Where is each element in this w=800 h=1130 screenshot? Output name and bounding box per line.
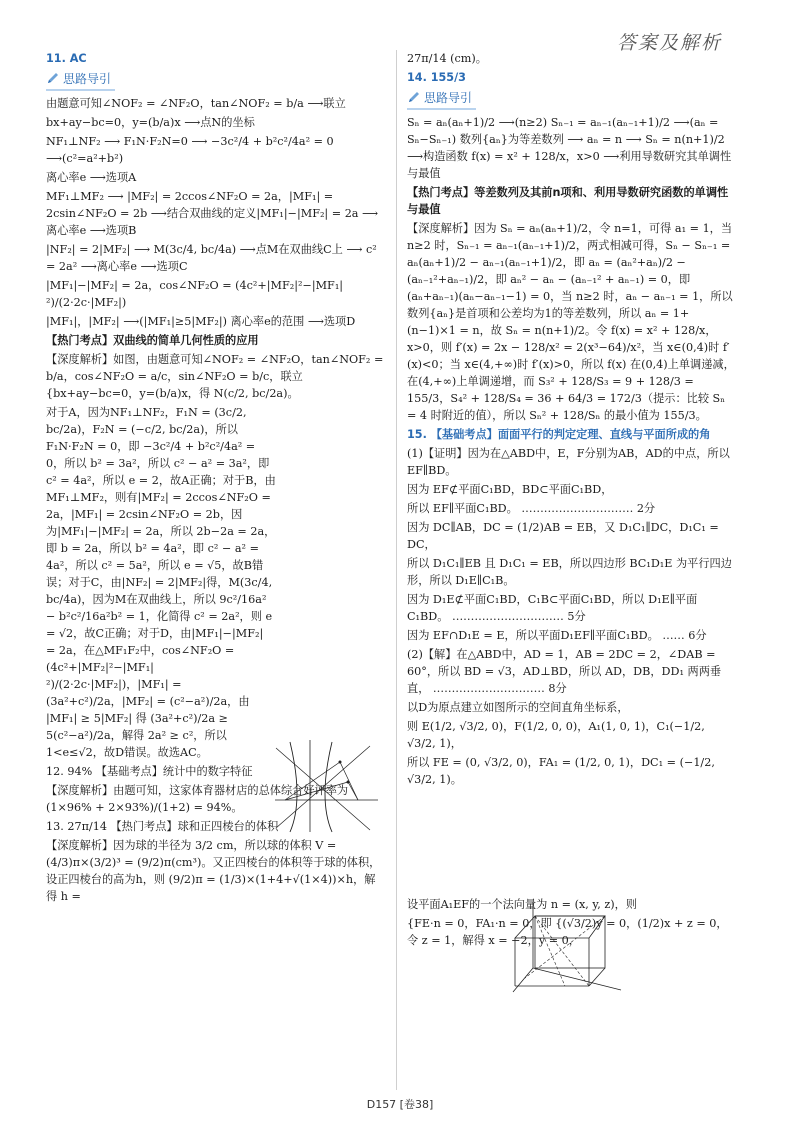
q14-answer: 14. 155/3: [407, 71, 466, 84]
guide-line: NF₁⊥NF₂ ⟶ F₁N·F₂N=0 ⟶ −3c²/4 + b²c²/4a² = 0 ⟶(c²=a²+b²): [46, 135, 334, 165]
thinking-guide-label: 思路导引: [46, 71, 115, 91]
solution-line: {FE·n = 0，FA₁·n = 0，即 {(√3/2)y = 0，(1/2)x + z = 0，令 z = 1，解得 x = −2，y = 0，: [407, 917, 728, 947]
solution-line: 设平面A₁EF的一个法向量为 n = (x, y, z)，则: [407, 898, 637, 911]
guide-line: |MF₁|，|MF₂| ⟶(|MF₁|≥5|MF₂|) 离心率e的范围 ⟶选项D: [46, 315, 356, 328]
proof-line: (1)【证明】因为在△ABD中，E，F分别为AB，AD的中点，所以 EF∥BD。: [407, 447, 730, 477]
guide-line: |MF₁|−|MF₂| = 2a，cos∠NF₂O = (4c²+|MF₂|²−|MF₁|²)/(2·2c·|MF₂|): [46, 279, 344, 309]
solution-line: 以D为原点建立如图所示的空间直角坐标系，: [407, 701, 629, 714]
solution-line: (2)【解】在△ABD中，AD = 1，AB = 2DC = 2，∠DAB = 60°，所以 BD = √3，AD⊥BD，所以 AD，DB，DD₁ 两两垂直， ………………………… 8分: [407, 648, 722, 695]
guide-line: bx+ay−bc=0，y=(b/a)x ⟶点N的坐标: [46, 116, 255, 129]
proof-line: 因为 D₁E⊄平面C₁BD，C₁B⊂平面C₁BD，所以 D₁E∥平面C₁BD。 ………………………… 5分: [407, 593, 698, 623]
analysis: 【深度解析】如图，由题意可知∠NOF₂ = ∠NF₂O，tan∠NOF₂ = b/a，cos∠NF₂O = a/c，sin∠NF₂O = b/c，联立{bx+ay−bc=0，y=(b/a)x，得 N(c/2, bc/2a)。: [46, 353, 384, 400]
q13-answer: 13. 27π/14 【热门考点】球和正四棱台的体积: [46, 820, 279, 833]
q12-answer: 12. 94% 【基础考点】统计中的数字特征: [46, 765, 253, 778]
q15-heading: 15. 【基础考点】面面平行的判定定理、直线与平面所成的角: [407, 428, 711, 441]
column-divider: [396, 50, 397, 1090]
prism-figure: [505, 898, 625, 998]
hyperbola-figure: [270, 738, 380, 834]
q11-answer: 11. AC: [46, 52, 87, 65]
right-column: [407, 50, 737, 951]
analysis: 【深度解析】因为球的半径为 3/2 cm，所以球的体积 V = (4/3)π×(3/2)³ = (9/2)π(cm³)。又正四棱台的体积等于球的体积，设正四棱台的高为h，则 (9/2)π = (1/3)×(1+4+√(1×4))×h，解得 h =: [46, 839, 381, 903]
guide-line: 离心率e ⟶选项A: [46, 171, 137, 184]
guide-line: Sₙ = aₙ(aₙ+1)/2 ⟶(n≥2) Sₙ₋₁ = aₙ₋₁(aₙ₋₁+1)/2 ⟶(aₙ = Sₙ−Sₙ₋₁) 数列{aₙ}为等差数列 ⟶ aₙ = n ⟶ Sₙ = n(n+1)/2 ⟶构造函数 f(x) = x² + 128/x，x>0 ⟶利用导数研究其单调性与最值: [407, 116, 732, 180]
analysis: 【深度解析】由题可知，这家体育器材店的总体综合好评率为 (1×96% + 2×93%)/(1+2) = 94%。: [46, 784, 349, 814]
proof-line: 因为 EF⊄平面C₁BD，BD⊂平面C₁BD，: [407, 483, 613, 496]
hot-topic: 【热门考点】等差数列及其前n项和、利用导数研究函数的单调性与最值: [407, 186, 729, 216]
guide-line: MF₁⊥MF₂ ⟶ |MF₂| = 2ccos∠NF₂O = 2a，|MF₁| = 2csin∠NF₂O = 2b ⟶结合双曲线的定义|MF₁|−|MF₂| = 2a ⟶离心率e ⟶选项B: [46, 190, 379, 237]
guide-line: |NF₂| = 2|MF₂| ⟶ M(3c/4, bc/4a) ⟶点M在双曲线C上 ⟶ c² = 2a² ⟶离心率e ⟶选项C: [46, 243, 377, 273]
proof-line: 所以 EF∥平面C₁BD。 ………………………… 2分: [407, 502, 656, 515]
analysis: 对于A，因为NF₁⊥NF₂，F₁N = (3c/2, bc/2a)，F₂N = (−c/2, bc/2a)，所以F₁N·F₂N = 0，即 −3c²/4 + b²c²/4a² = 0，所以 b² = 3a²，所以 c² − a² = 3a²，即 c² = 4a²，所以 e = 2，故A正确；对于B，由 MF₁⊥MF₂，则有|MF₂| = 2ccos∠NF₂O = 2a，|MF₁| = 2csin∠NF₂O = 2b，因为|MF₁|−|MF₂| = 2a，所以 2b−2a = 2a，即 b = 2a，所以 b² = 4a²，即 c² − a² = 4a²，所以 c² = 5a²，所以 e = √5，故B错误；对于C，由|NF₂| = 2|MF₂|得，M(3c/4, bc/4a)，因为M在双曲线上，所以 9c²/16a² − b²c²/16a²b² = 1，化简得 c² = 2a²，则 e = √2，故C正确；对于D，由|MF₁|−|MF₂| = 2a，在△MF₁F₂中，cos∠NF₂O = (4c²+|MF₂|²−|MF₁|²)/(2·2c·|MF₂|)，|MF₁| = (3a²+c²)/2a，|MF₂| = (c²−a²)/2a，由 |MF₁| ≥ 5|MF₂| 得 (3a²+c²)/2a ≥ 5(c²−a²)/2a，解得 2a² ≥ c²，所以 1<e≤√2，故D错误。故选AC。: [46, 406, 276, 759]
solution-line: 则 E(1/2, √3/2, 0)，F(1/2, 0, 0)，A₁(1, 0, 1)，C₁(−1/2, √3/2, 1)，: [407, 720, 705, 750]
hot-topic: 【热门考点】双曲线的简单几何性质的应用: [46, 334, 259, 347]
proof-line: 所以 D₁C₁∥EB 且 D₁C₁ = EB，所以四边形 BC₁D₁E 为平行四边形，所以 D₁E∥C₁B。: [407, 557, 732, 587]
guide-line: 由题意可知∠NOF₂ = ∠NF₂O，tan∠NOF₂ = b/a ⟶联立: [46, 97, 346, 110]
proof-line: 因为 DC∥AB，DC = (1/2)AB = EB，又 D₁C₁∥DC，D₁C₁ = DC，: [407, 521, 719, 551]
page-title: 答案及解析: [616, 32, 722, 54]
page-footer: D157 [卷38]: [366, 1098, 434, 1111]
pencil-icon: [46, 71, 60, 85]
solution-line: 所以 FE = (0, √3/2, 0)，FA₁ = (1/2, 0, 1)，DC₁ = (−1/2, √3/2, 1)。: [407, 756, 715, 786]
thinking-guide-label: 思路导引: [407, 90, 476, 110]
analysis: 【深度解析】因为 Sₙ = aₙ(aₙ+1)/2，令 n=1，可得 a₁ = 1，当 n≥2 时，Sₙ₋₁ = aₙ₋₁(aₙ₋₁+1)/2，两式相减可得，Sₙ − Sₙ₋₁ = aₙ(aₙ+1)/2 − aₙ₋₁(aₙ₋₁+1)/2，即 aₙ = (aₙ²+aₙ)/2 − (aₙ₋₁²+aₙ₋₁)/2，即 aₙ² − aₙ − (aₙ₋₁² + aₙ₋₁) = 0，即 (aₙ+aₙ₋₁)(aₙ−aₙ₋₁−1) = 0，当 n≥2 时，aₙ − aₙ₋₁ = 1，所以数列{aₙ}是首项和公差均为1的等差数列，所以 aₙ = 1+(n−1)×1 = n，故 Sₙ = n(n+1)/2。令 f(x) = x² + 128/x，x>0，则 f′(x) = 2x − 128/x² = 2(x³−64)/x²，当 x∈(0,4)时 f′(x)<0；当 x∈(4,+∞)时 f′(x)>0，所以 f(x) 在(0,4)上单调递减，在(4,+∞)上单调递增，而 S₃² + 128/S₃ = 9 + 128/3 = 155/3，S₄² + 128/S₄ = 36 + 64/3 = 172/3（提示：比较 Sₙ = 4 时附近的值），所以 Sₙ² + 128/Sₙ 的最小值为 155/3。: [407, 222, 735, 422]
q13-answer-continued: 27π/14 (cm)。: [407, 52, 487, 65]
pencil-icon: [407, 90, 421, 104]
proof-line: 因为 EF∩D₁E = E，所以平面D₁EF∥平面C₁BD。 …… 6分: [407, 629, 707, 642]
